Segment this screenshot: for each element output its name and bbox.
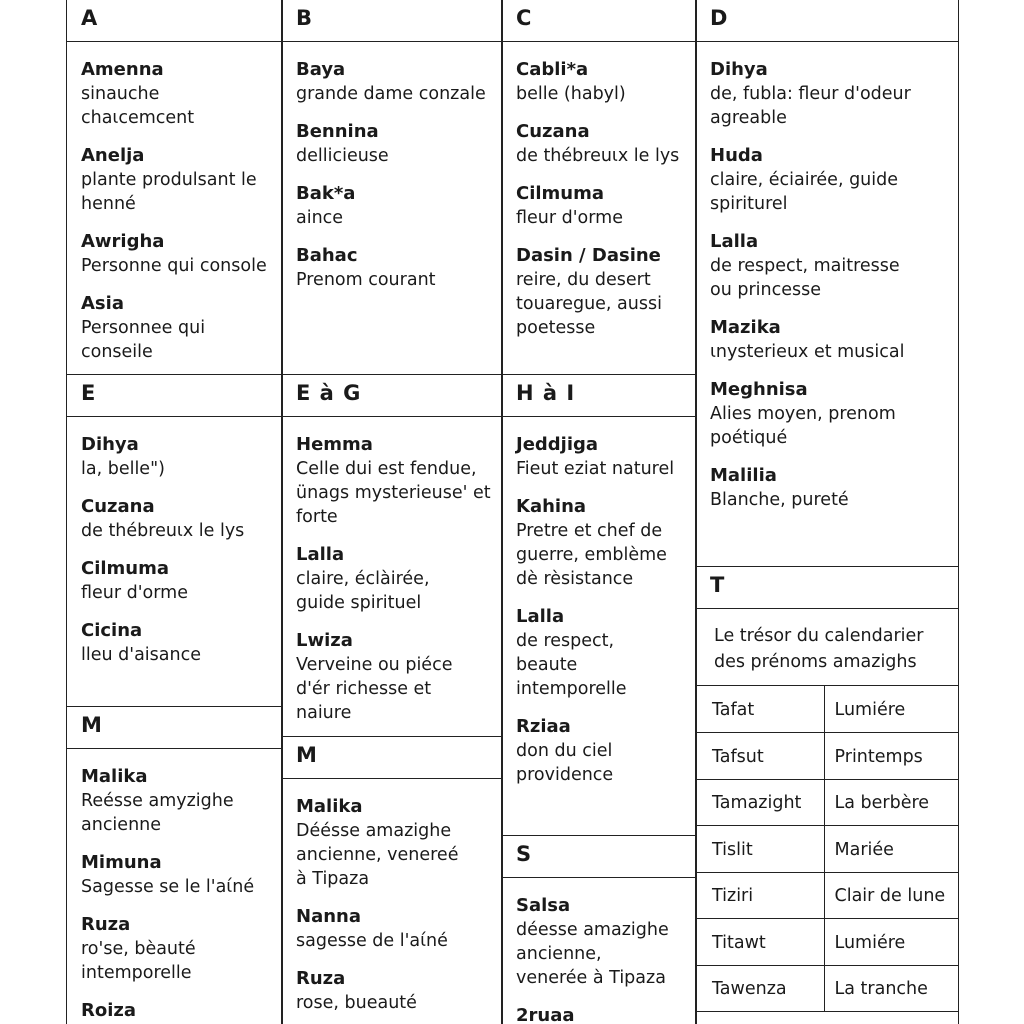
entry-meaning: poetesse	[516, 318, 596, 338]
table-cell-name: Tislit	[696, 826, 824, 873]
entry-meaning: ro'se, bèauté	[81, 939, 196, 959]
entry-meaning: ancienne, venereé	[296, 845, 459, 865]
entry-meaning: forte	[296, 507, 338, 527]
entry-name: Bahac	[296, 245, 358, 266]
name-entry	[516, 604, 686, 701]
entry-meaning: Alies moyen, prenom	[710, 404, 896, 424]
entry-name: Mazika	[710, 317, 781, 338]
entry-name: Salsa	[516, 895, 571, 916]
column-1	[66, 0, 283, 1024]
section-a	[67, 0, 282, 374]
entry-name: Bak*a	[296, 183, 356, 204]
table-cell-name: Tafsut	[696, 733, 824, 780]
section-t	[696, 566, 958, 1024]
entry-meaning: de respect, maitresse	[710, 256, 900, 276]
table-cell-meaning: Mariée	[824, 826, 958, 873]
entry-meaning: Personnee qui conseile	[81, 318, 206, 362]
entry-meaning: guerre, emblème	[516, 545, 667, 565]
table-cell-meaning: Lumiére	[824, 919, 958, 966]
table-cell-name: Tiziri	[696, 872, 824, 919]
name-entry	[81, 912, 272, 985]
entry-list	[282, 779, 502, 1015]
name-entry	[710, 315, 948, 364]
entry-name: Amenna	[81, 59, 164, 80]
entry-name: Awrigha	[81, 231, 165, 252]
name-entry	[81, 229, 272, 278]
entry-name: Lwiza	[296, 630, 353, 651]
name-entry	[81, 57, 272, 130]
table-row	[696, 779, 958, 826]
entry-meaning: la, belle")	[81, 459, 165, 479]
section-m	[67, 706, 282, 1024]
name-entry	[710, 57, 948, 130]
entry-meaning: Verveine ou piéce	[296, 655, 453, 675]
name-entry	[296, 432, 492, 529]
section-m-2	[282, 736, 502, 1024]
section-s	[502, 835, 696, 1024]
entry-meaning: henné	[81, 194, 136, 214]
name-entry	[81, 998, 272, 1023]
name-entry	[81, 494, 272, 543]
table-cell-meaning: Lumiére	[824, 686, 958, 733]
entry-meaning: aince	[296, 208, 344, 228]
table-row	[696, 686, 958, 733]
table-cell-name: Tawenza	[696, 965, 824, 1012]
entry-meaning: Déésse amazighe	[296, 821, 452, 841]
entry-name: Roiza	[81, 1000, 137, 1021]
entry-meaning: beaute	[516, 655, 578, 675]
name-entry	[296, 542, 492, 615]
entry-name: Bennina	[296, 121, 379, 142]
section-head: A	[67, 0, 282, 42]
entry-meaning: ou princesse	[710, 280, 822, 300]
name-entry	[516, 181, 686, 230]
entry-name: Cabli*a	[516, 59, 589, 80]
name-entry	[81, 432, 272, 481]
entry-name: Dihya	[710, 59, 768, 80]
entry-meaning: plante produlsant le	[81, 170, 257, 190]
entry-meaning: Reésse amyzighe	[81, 791, 234, 811]
entry-meaning: claire, éciairée, guide	[710, 170, 899, 190]
entry-meaning: venerée à Tipaza	[516, 968, 666, 988]
entry-name: Malika	[81, 766, 148, 787]
entry-meaning: à Tipaza	[296, 869, 370, 889]
section-b	[282, 0, 502, 374]
name-entry	[516, 494, 686, 591]
name-entry	[296, 904, 492, 953]
entry-meaning: Blanche, pureté	[710, 490, 849, 510]
name-entry	[296, 57, 492, 106]
entry-name: Dasin / Dasine	[516, 245, 661, 266]
entry-meaning: de thébreuιx le lys	[81, 521, 245, 541]
column-2	[281, 0, 503, 1024]
entry-meaning: Prenom courant	[296, 270, 436, 290]
section-head: E	[67, 375, 282, 417]
column-3	[501, 0, 697, 1024]
name-entry	[296, 794, 492, 891]
entry-meaning: don du ciel	[516, 741, 613, 761]
table-row	[696, 965, 958, 1012]
entry-list	[282, 417, 502, 725]
entry-list	[282, 42, 502, 292]
entry-meaning: ancienne	[81, 815, 162, 835]
table-cell-name: Titawt	[696, 919, 824, 966]
section-head: C	[502, 0, 696, 42]
entry-meaning: fleur d'orme	[81, 583, 188, 603]
section-head: S	[502, 836, 696, 878]
entry-meaning: intemporelle	[81, 963, 192, 983]
entry-name: Cilmuma	[516, 183, 605, 204]
entry-name: Hemma	[296, 434, 373, 455]
entry-meaning: Pretre et chef de	[516, 521, 663, 541]
treasure-intro	[696, 609, 958, 686]
section-c	[502, 0, 696, 374]
name-entry	[710, 229, 948, 302]
section-head: M	[282, 737, 502, 779]
column-4	[695, 0, 959, 1024]
entry-name: Lalla	[710, 231, 759, 252]
entry-name: Kahina	[516, 496, 587, 517]
entry-list	[67, 749, 282, 1023]
name-entry	[296, 628, 492, 725]
entry-meaning: Fieut eziat naturel	[516, 459, 675, 479]
entry-meaning: reire, du desert	[516, 270, 651, 290]
treasure-intro-line: des prénoms amazighs	[714, 652, 917, 672]
table-row	[696, 919, 958, 966]
name-entry	[516, 243, 686, 340]
entry-list	[502, 42, 696, 340]
entry-meaning: grande dame conzale	[296, 84, 486, 104]
name-entry	[710, 377, 948, 450]
section-head: B	[282, 0, 502, 42]
entry-name: Malika	[296, 796, 363, 817]
table-row	[696, 733, 958, 780]
entry-name: Mimuna	[81, 852, 162, 873]
treasure-intro-line: Le trésor du calendarier	[714, 626, 924, 646]
name-entry	[710, 143, 948, 216]
name-entry	[516, 714, 686, 787]
name-entry	[516, 1003, 686, 1024]
entry-meaning: spiriturel	[710, 194, 788, 214]
entry-meaning: sagesse de l'aίné	[296, 931, 448, 951]
name-entry	[296, 966, 492, 1015]
entry-name: Lalla	[516, 606, 565, 627]
entry-name: Lalla	[296, 544, 345, 565]
entry-meaning: touaregue, aussi	[516, 294, 662, 314]
entry-name: Ruza	[296, 968, 346, 989]
entry-meaning: déesse amazighe	[516, 920, 669, 940]
entry-name: Asia	[81, 293, 124, 314]
table-cell-meaning: Clair de lune	[824, 872, 958, 919]
entry-list	[502, 878, 696, 1024]
entry-meaning: ünags mysterieuse' et	[296, 483, 491, 503]
section-head: T	[696, 567, 958, 609]
entry-meaning: fleur d'orme	[516, 208, 623, 228]
entry-meaning: guide spirituel	[296, 593, 422, 613]
entry-meaning: sinauche chaιcemcent	[81, 84, 195, 128]
table-row	[696, 872, 958, 919]
table-cell-meaning: La berbère	[824, 779, 958, 826]
entry-name: Meghnisa	[710, 379, 808, 400]
entry-meaning: de thébreuιx le lys	[516, 146, 680, 166]
table-cell-name: Tafat	[696, 686, 824, 733]
entry-name: Rziaa	[516, 716, 571, 737]
entry-name: Cicina	[81, 620, 143, 641]
name-entry	[81, 291, 272, 364]
entry-list	[67, 42, 282, 364]
entry-meaning: ancienne,	[516, 944, 602, 964]
entry-meaning: belle (habyl)	[516, 84, 626, 104]
section-e	[67, 374, 282, 706]
name-entry	[516, 57, 686, 106]
table-cell-name: Tamazight	[696, 779, 824, 826]
entry-meaning: agreable	[710, 108, 787, 128]
entry-name: Cilmuma	[81, 558, 170, 579]
section-head: H à I	[502, 375, 696, 417]
name-entry	[516, 119, 686, 168]
entry-meaning: Sagesse se le l'aίné	[81, 877, 255, 897]
name-entry	[81, 556, 272, 605]
section-d	[696, 0, 958, 566]
name-entry	[81, 618, 272, 667]
entry-name: Malilia	[710, 465, 777, 486]
entry-list	[67, 417, 282, 667]
entry-name: Cuzana	[516, 121, 590, 142]
entry-name: Anelja	[81, 145, 145, 166]
name-entry	[296, 119, 492, 168]
entry-meaning: claire, éclàirée,	[296, 569, 430, 589]
section-head: M	[67, 707, 282, 749]
entry-name: Nanna	[296, 906, 361, 927]
entry-meaning: ιnysterieux et musical	[710, 342, 905, 362]
entry-meaning: lleu d'aisance	[81, 645, 201, 665]
entry-meaning: Celle dui est fendue,	[296, 459, 477, 479]
name-entry	[296, 243, 492, 292]
entry-meaning: d'ér richesse et naiure	[296, 679, 432, 723]
entry-name: Ruza	[81, 914, 131, 935]
name-entry	[81, 764, 272, 837]
entry-list	[696, 42, 958, 512]
entry-meaning: rose, bueauté	[296, 993, 417, 1013]
entry-name: Jeddjiga	[516, 434, 599, 455]
table-cell-meaning: La tranche	[824, 965, 958, 1012]
entry-name: Cuzana	[81, 496, 155, 517]
name-entry	[81, 143, 272, 216]
entry-meaning: providence	[516, 765, 614, 785]
entry-meaning: dellicieuse	[296, 146, 389, 166]
entry-list	[502, 417, 696, 787]
table-row	[696, 826, 958, 873]
entry-meaning: de, fubla: fleur d'odeur	[710, 84, 911, 104]
entry-meaning: intemporelle	[516, 679, 627, 699]
table-cell-meaning: Printemps	[824, 733, 958, 780]
section-e-to-g	[282, 374, 502, 736]
treasure-table	[696, 686, 958, 1012]
section-h-to-i	[502, 374, 696, 835]
name-entry	[710, 463, 948, 512]
entry-name: 2ruaa	[516, 1005, 575, 1024]
name-entry	[81, 850, 272, 899]
entry-meaning: de respect,	[516, 631, 615, 651]
name-entry	[296, 181, 492, 230]
entry-meaning: dè rèsistance	[516, 569, 634, 589]
entry-name: Dihya	[81, 434, 139, 455]
entry-name: Huda	[710, 145, 763, 166]
entry-meaning: Personne qui console	[81, 256, 267, 276]
entry-name: Baya	[296, 59, 346, 80]
section-head: D	[696, 0, 958, 42]
section-head: E à G	[282, 375, 502, 417]
entry-meaning: poétiqué	[710, 428, 788, 448]
name-entry	[516, 432, 686, 481]
name-entry	[516, 893, 686, 990]
